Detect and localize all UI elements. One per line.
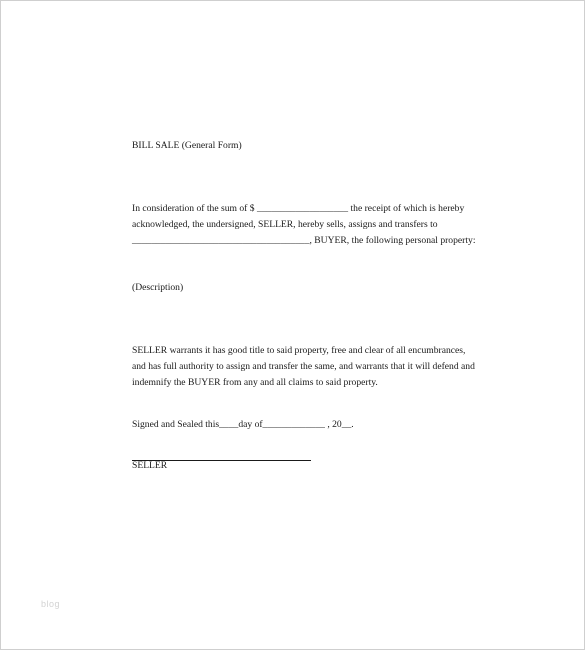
description-label: (Description) (132, 282, 184, 293)
watermark: blog (41, 599, 61, 609)
document-title: BILL SALE (General Form) (132, 140, 242, 151)
paragraph-line: acknowledged, the undersigned, SELLER, hereby sells, assigns and transfers to (132, 219, 438, 230)
paragraph-line: _____________________________________, BUYER, the following personal property: (132, 235, 476, 246)
seller-label: SELLER (132, 460, 168, 471)
paragraph-line: SELLER warrants it has good title to said property, free and clear of all encumbrances, (132, 345, 466, 356)
paragraph-line: In consideration of the sum of $ ___________________ the receipt of which is hereby (132, 203, 465, 214)
paragraph-line: indemnify the BUYER from any and all claims to said property. (132, 377, 378, 388)
paragraph-line: and has full authority to assign and transfer the same, and warrants that it will defend and (132, 361, 475, 372)
signed-sealed-line: Signed and Sealed this____day of_____________ , 20__. (132, 419, 354, 430)
consideration-paragraph (132, 201, 475, 249)
warranty-paragraph (132, 343, 475, 391)
